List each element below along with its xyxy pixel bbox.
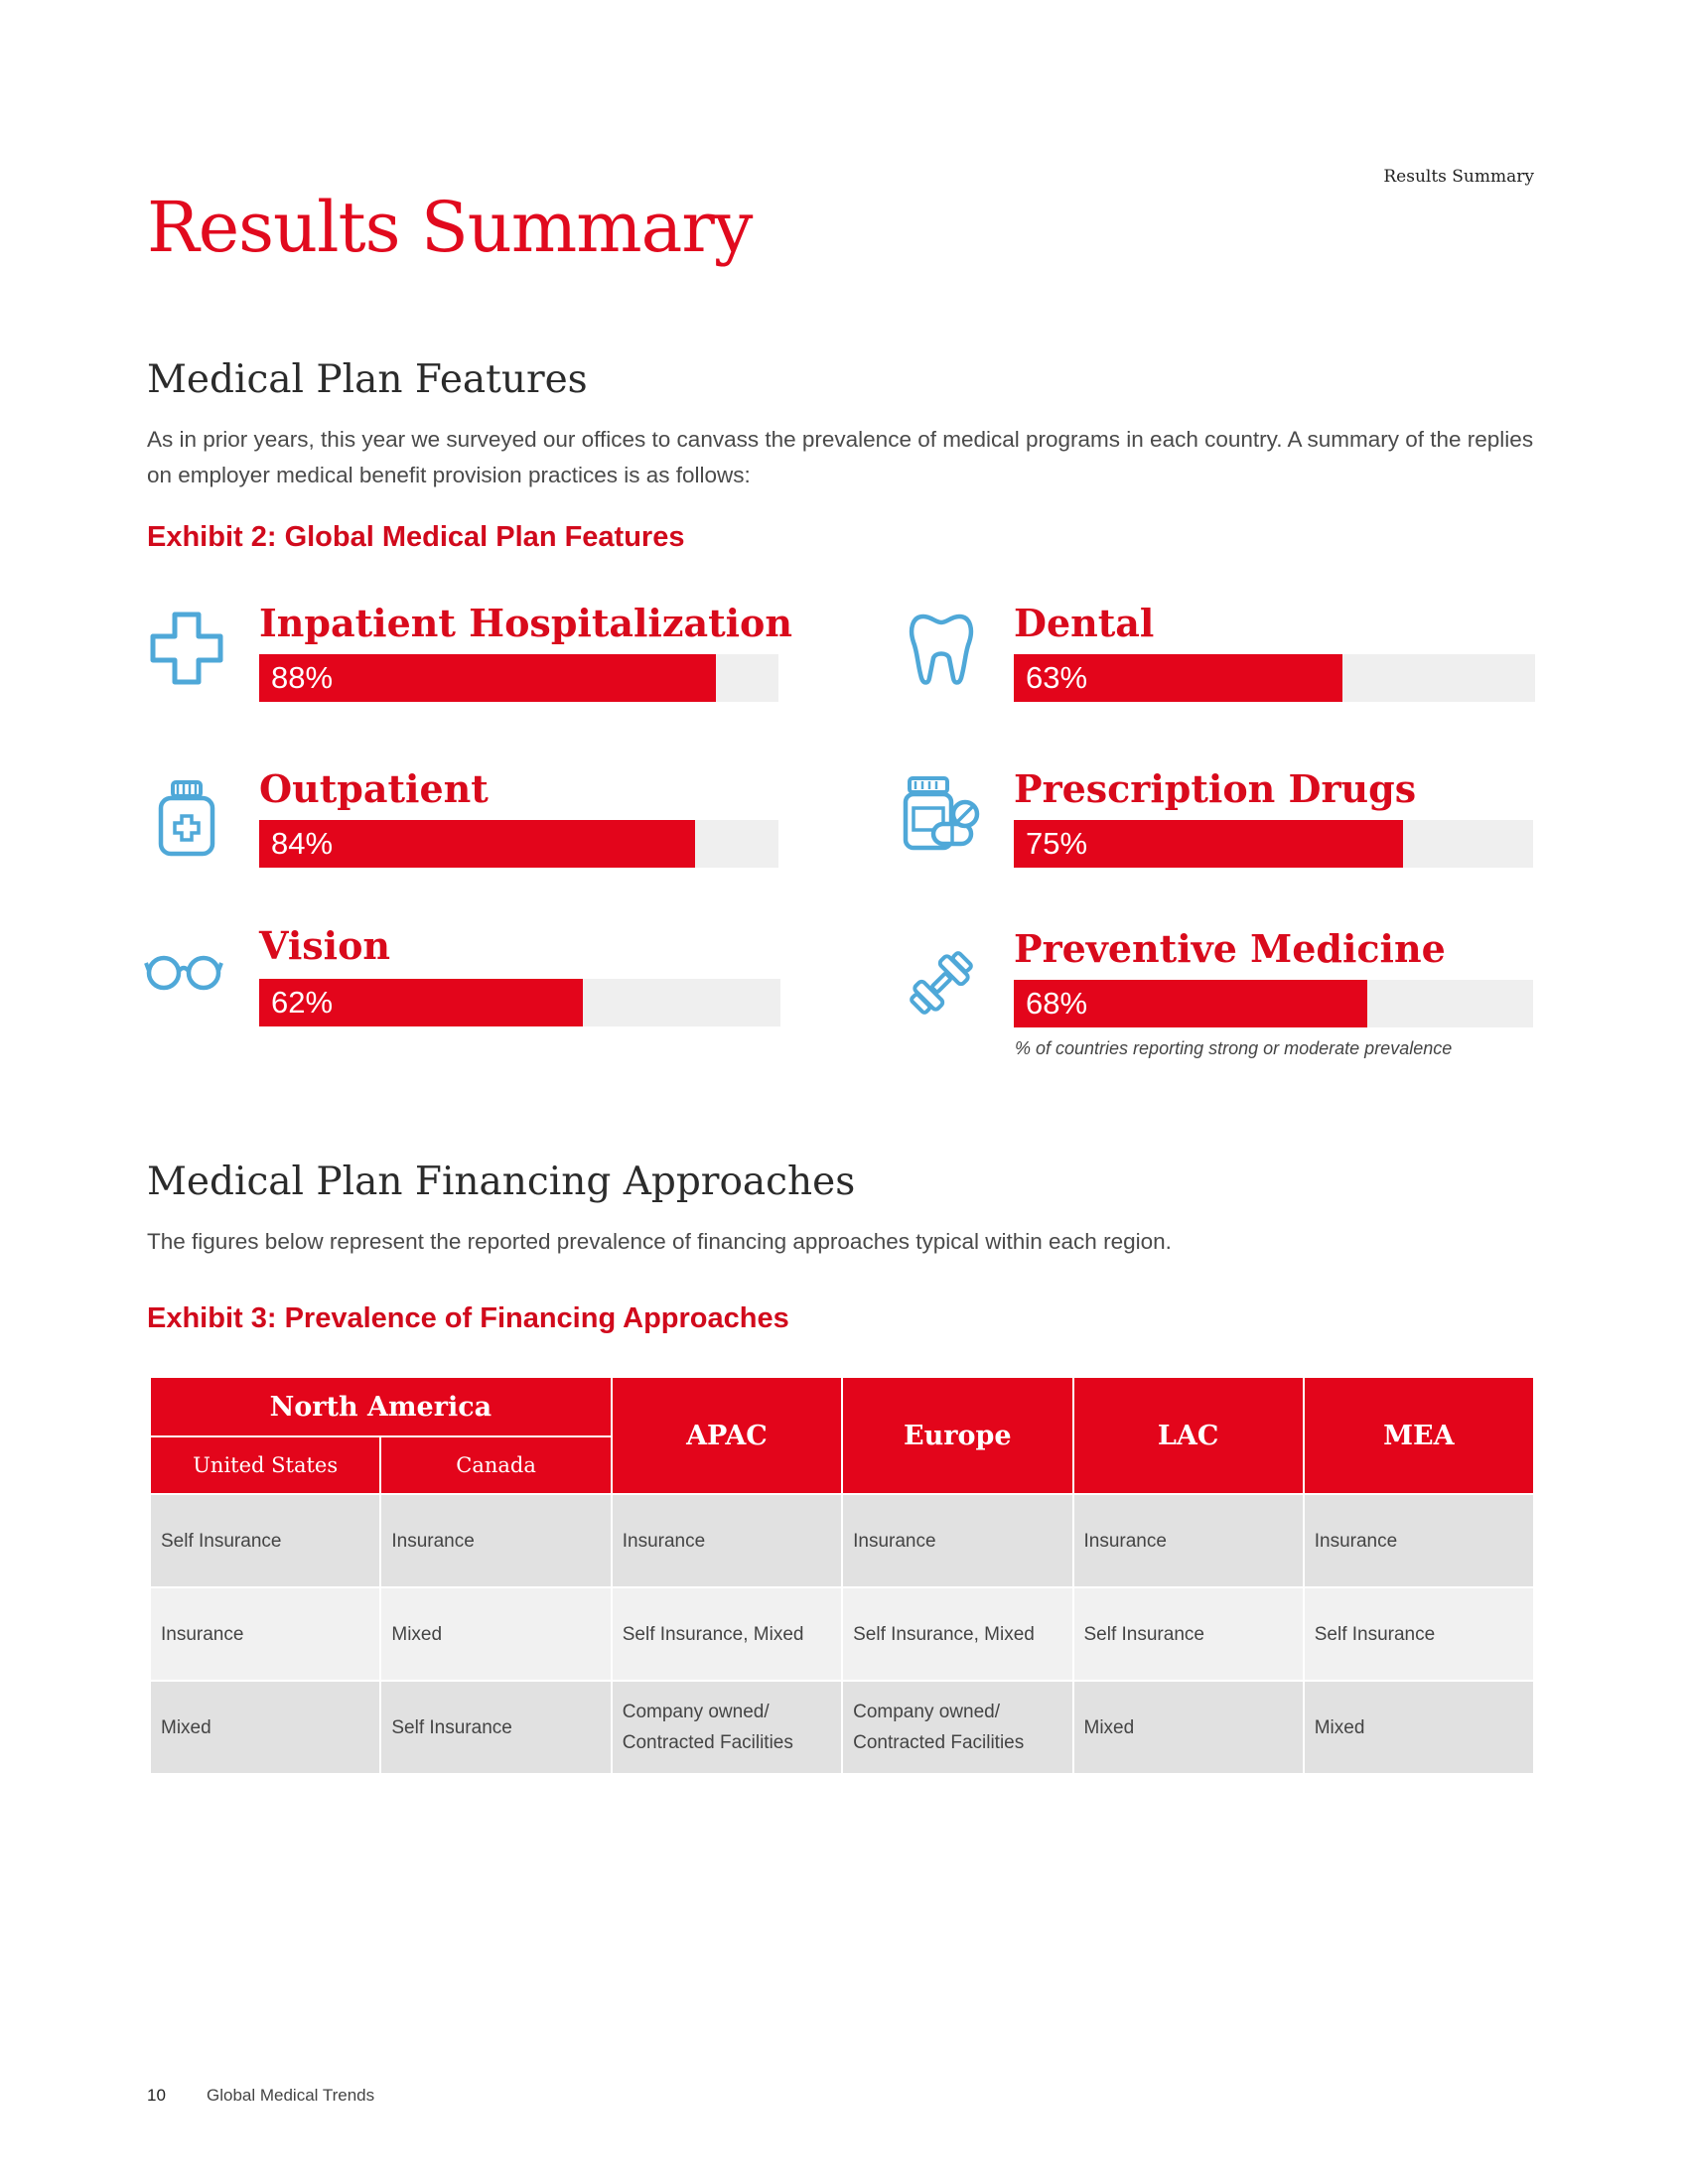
table-cell: Insurance xyxy=(612,1494,842,1587)
feature-label: Inpatient Hospitalization xyxy=(259,601,793,645)
table-row xyxy=(150,1681,1534,1774)
table-row xyxy=(150,1494,1534,1587)
exhibit-3-title: Exhibit 3: Prevalence of Financing Approaches xyxy=(147,1302,789,1334)
table-cell: Mixed xyxy=(380,1587,611,1681)
table-cell: Insurance xyxy=(1304,1494,1534,1587)
features-intro: As in prior years, this year we surveyed our offices to canvass the prevalence of medical programs in each country. A summary of the replies on employer medical benefit provision practices is as follows: xyxy=(147,427,1534,487)
bar xyxy=(1014,820,1403,868)
header-canada: Canada xyxy=(380,1436,611,1494)
bar-track xyxy=(1014,820,1533,868)
table-cell: Company owned/ Contracted Facilities xyxy=(842,1681,1072,1774)
table-cell: Mixed xyxy=(1073,1681,1304,1774)
bar xyxy=(1014,980,1367,1027)
feature-label: Preventive Medicine xyxy=(1014,926,1446,971)
feature-label: Vision xyxy=(259,923,391,968)
table-cell: Company owned/ Contracted Facilities xyxy=(612,1681,842,1774)
table-cell: Self Insurance xyxy=(1073,1587,1304,1681)
bar-value-label: 63% xyxy=(1026,660,1088,695)
header-north-america: North America xyxy=(150,1377,612,1436)
table-cell: Self Insurance xyxy=(380,1681,611,1774)
table-cell: Self Insurance xyxy=(150,1494,380,1587)
eyeglasses-icon xyxy=(144,931,223,1011)
bar xyxy=(259,820,695,868)
bar-value-label: 68% xyxy=(1026,986,1088,1021)
table-cell: Mixed xyxy=(150,1681,380,1774)
bar-track xyxy=(1014,980,1533,1027)
bar xyxy=(1014,654,1342,702)
bar-value-label: 84% xyxy=(271,826,334,861)
bar-value-label: 88% xyxy=(271,660,334,695)
table-cell: Self Insurance, Mixed xyxy=(842,1587,1072,1681)
page-number: 10 xyxy=(147,2086,166,2105)
dumbbell-icon xyxy=(902,943,981,1023)
header-united-states: United States xyxy=(150,1436,380,1494)
pill-bottle-icon xyxy=(902,774,981,854)
table-cell: Insurance xyxy=(150,1587,380,1681)
bar-value-label: 75% xyxy=(1026,826,1088,861)
table-cell: Self Insurance, Mixed xyxy=(612,1587,842,1681)
table-cell: Insurance xyxy=(842,1494,1072,1587)
bar xyxy=(259,654,716,702)
tooth-icon xyxy=(902,609,981,688)
feature-label: Outpatient xyxy=(259,766,489,811)
bar-value-label: 62% xyxy=(271,985,334,1020)
bar-track xyxy=(259,654,778,702)
medical-cross-icon xyxy=(147,609,226,688)
financing-intro: The figures below represent the reported prevalence of financing approaches typical within each region. xyxy=(147,1229,1172,1254)
medicine-bottle-icon xyxy=(147,778,226,858)
footer-title: Global Medical Trends xyxy=(207,2086,375,2105)
table-cell: Self Insurance xyxy=(1304,1587,1534,1681)
section-title-features: Medical Plan Features xyxy=(147,357,588,402)
header-region: Europe xyxy=(842,1377,1072,1494)
financing-table xyxy=(149,1376,1535,1775)
bar-track xyxy=(259,979,780,1026)
bar-track xyxy=(1014,654,1535,702)
table-cell: Insurance xyxy=(380,1494,611,1587)
feature-label: Dental xyxy=(1014,601,1155,645)
bar xyxy=(259,979,583,1026)
header-region: LAC xyxy=(1073,1377,1304,1494)
bar-track xyxy=(259,820,778,868)
section-title-financing: Medical Plan Financing Approaches xyxy=(147,1160,856,1204)
header-region: MEA xyxy=(1304,1377,1534,1494)
running-header: Results Summary xyxy=(1383,167,1534,187)
exhibit-2-title: Exhibit 2: Global Medical Plan Features xyxy=(147,521,685,553)
table-cell: Mixed xyxy=(1304,1681,1534,1774)
table-row xyxy=(150,1587,1534,1681)
page-title: Results Summary xyxy=(147,187,753,268)
feature-label: Prescription Drugs xyxy=(1014,766,1417,811)
table-cell: Insurance xyxy=(1073,1494,1304,1587)
chart-footnote: % of countries reporting strong or moderate prevalence xyxy=(1015,1038,1453,1058)
header-region: APAC xyxy=(612,1377,842,1494)
